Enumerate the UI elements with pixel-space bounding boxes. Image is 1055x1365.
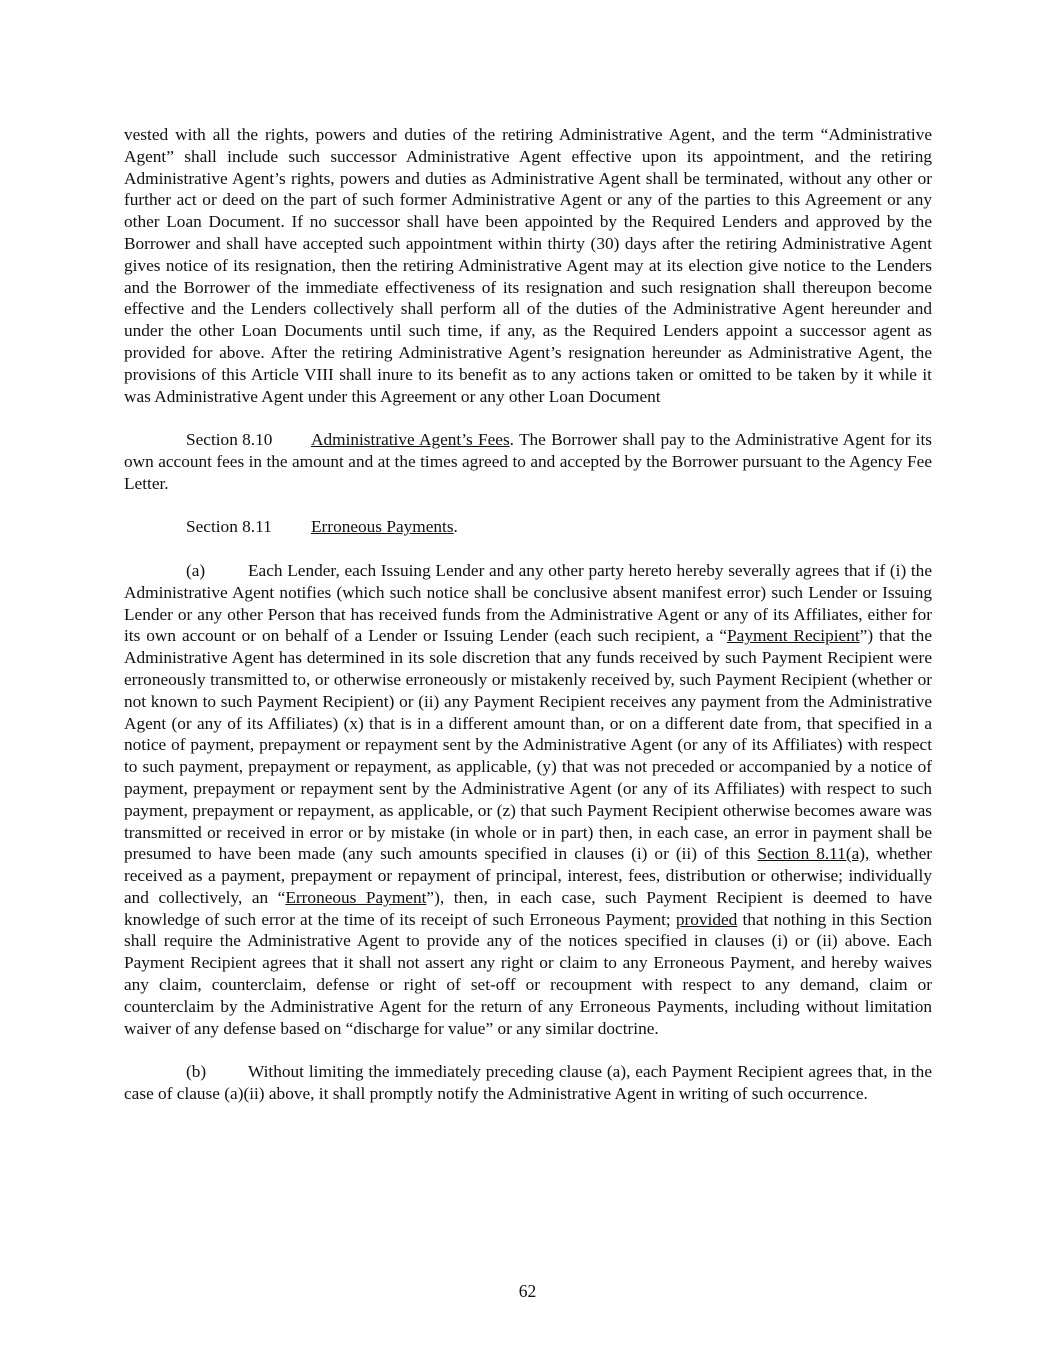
clause-a-text-1: Each Lender, each Issuing Lender and any other party hereto hereby severally agrees that if (i) the Administrative Agent notifies (which such notice shall be conclusive absent manifest error) such Lender or Issuing Lender or any other Person that has received funds from the Administrative Agent or any of its Affiliates, either for its own account or on behalf of a Lender or Issuing Lender (each such recipient, a “ — [124, 560, 932, 646]
defined-term-erroneous-payment: Erroneous Payment — [285, 887, 427, 907]
section-8-10-text: The Borrower shall pay to the Administrative Agent for its own account fees in the amount and at the times agreed to and accepted by the Borrower pursuant to the Agency Fee Letter. — [124, 430, 932, 493]
clause-a-text-3: whether received as a payment, prepayment or repayment of principal, interest, fees, distribution or otherwise; individually and collectively, an “ — [124, 844, 932, 907]
clause-a-text-4: ”), then, in each case, such Payment Recipient is deemed to have knowledge of such error at the time of its receipt of such Erroneous Payment; — [124, 887, 932, 929]
clause-a-text-2: ”) that the Administrative Agent has determined in its sole discretion that any funds received by such Payment Recipient were erroneously transmitted to, or otherwise erroneously or mistakenly received by, such Payment Recipient (whether or not known to such Payment Recipient) or (ii) any Payment Recipient receives any payment from the Administrative Agent (or any of its Affiliates) (x) that is in a different amount than, or on a different date from, that specified in a notice of payment, prepayment or repayment sent by the Administrative Agent (or any of its Affiliates) with respect to such payment, prepayment or repayment, as applicable, (y) that was not preceded or accompanied by a notice of payment, prepayment or repayment sent by the Administrative Agent (or any of its Affiliates) with respect to such payment, prepayment or repayment, as applicable, or (z) that such Payment Recipient otherwise becomes aware was transmitted or received in error or by mistake (in whole or in part) then, in each case, an error in payment shall be presumed to have been made (any such amounts specified in clauses (i) or (ii) of this — [124, 626, 932, 864]
document-body — [124, 124, 932, 1127]
clause-b-label: (b) — [186, 1062, 207, 1082]
section-8-11-title: Erroneous Payments — [311, 517, 454, 537]
section-8-11-title-suffix: . — [453, 517, 458, 537]
term-provided: provided — [675, 909, 738, 929]
clause-b-paragraph — [124, 1061, 932, 1105]
clause-b-text: Without limiting the immediately preceding clause (a), each Payment Recipient agrees that, in the case of clause (a)(ii) above, it shall promptly notify the Administrative Agent in writing of such occurrence. — [124, 1062, 932, 1104]
continuation-paragraph: vested with all the rights, powers and duties of the retiring Administrative Agent, and the term “Administrative Agent” shall include such successor Administrative Agent effective upon its appointment, and the retiring Administrative Agent’s rights, powers and duties as Administrative Agent shall be terminated, without any other or further act or deed on the part of such former Administrative Agent or any of the parties to this Agreement or any other Loan Document. If no successor shall have been appointed by the Required Lenders and approved by the Borrower and shall have accepted such appointment within thirty (30) days after the retiring Administrative Agent gives notice of its resignation, then the retiring Administrative Agent may at its election give notice to the Lenders and the Borrower of the immediate effectiveness of its resignation and such resignation shall thereupon become effective and the Lenders collectively shall perform all of the duties of the Administrative Agent hereunder and under the other Loan Documents until such time, if any, as the Required Lenders appoint a successor agent as provided for above. After the retiring Administrative Agent’s resignation hereunder as Administrative Agent, the provisions of this Article VIII shall inure to its benefit as to any actions taken or omitted to be taken by it while it was Administrative Agent under this Agreement or any other Loan Document — [124, 125, 932, 406]
section-8-10-paragraph — [124, 429, 932, 494]
section-8-11-number: Section 8.11 — [186, 517, 272, 537]
section-8-10-title: Administrative Agent’s Fees — [311, 430, 510, 450]
clause-a-paragraph — [124, 560, 932, 1040]
section-reference-8-11-a: Section 8.11(a), — [757, 844, 870, 864]
section-8-10-title-suffix: . — [509, 430, 514, 450]
defined-term-payment-recipient: Payment Recipient — [727, 626, 860, 646]
section-8-10-number: Section 8.10 — [186, 430, 273, 450]
page-number: 62 — [518, 1281, 537, 1301]
clause-a-text-5: that nothing in this Section shall require the Administrative Agent to provide any of the notices specified in clauses (i) or (ii) above. Each Payment Recipient agrees that it shall not assert any right or claim to any Erroneous Payment, and hereby waives any claim, counterclaim, defense or right of set-off or recoupment with respect to any demand, claim or counterclaim by the Administrative Agent for the return of any Erroneous Payments, including without limitation waiver of any defense based on “discharge for value” or any similar doctrine. — [124, 909, 932, 1038]
section-8-11-heading — [124, 516, 932, 538]
clause-a-label: (a) — [186, 560, 206, 580]
